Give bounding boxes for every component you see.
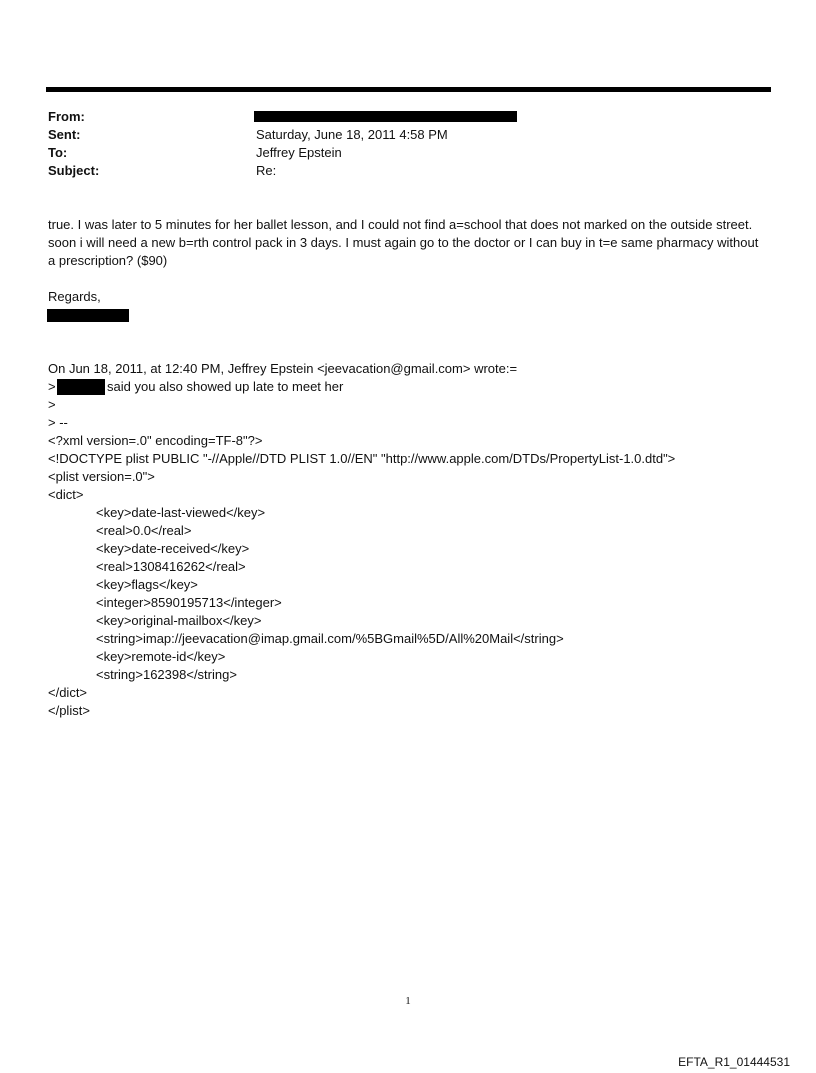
plist-entry: <key>date-last-viewed</key>	[96, 505, 266, 520]
subject-value: Re:	[256, 163, 277, 178]
quote-text: said you also showed up late to meet her	[107, 379, 344, 394]
plist-entry: <string>162398</string>	[96, 667, 237, 682]
redacted-sender	[254, 111, 517, 122]
quote-attribution: On Jun 18, 2011, at 12:40 PM, Jeffrey Epstein <jeevacation@gmail.com> wrote:=	[48, 361, 518, 376]
plist-line: </dict>	[48, 685, 88, 700]
quote-blank-line: >	[48, 397, 56, 412]
plist-entry: <real>0.0</real>	[96, 523, 192, 538]
subject-label: Subject:	[48, 163, 100, 178]
page-number: 1	[405, 995, 411, 1007]
plist-entry: <key>remote-id</key>	[96, 649, 226, 664]
to-label: To:	[48, 145, 68, 160]
plist-entry: <key>date-received</key>	[96, 541, 250, 556]
redacted-signature	[47, 309, 129, 322]
plist-entry: <integer>8590195713</integer>	[96, 595, 282, 610]
plist-line: <dict>	[48, 487, 84, 502]
header-rule	[46, 87, 771, 92]
from-label: From:	[48, 109, 85, 124]
plist-line: <plist version=.0">	[48, 469, 155, 484]
sent-value: Saturday, June 18, 2011 4:58 PM	[256, 127, 448, 142]
sent-label: Sent:	[48, 127, 81, 142]
document-id: EFTA_R1_01444531	[678, 1055, 790, 1069]
quote-prefix: >	[48, 379, 56, 394]
plist-line: <!DOCTYPE plist PUBLIC "-//Apple//DTD PLIST 1.0//EN" "http://www.apple.com/DTDs/PropertyList-1.0.dtd">	[48, 451, 676, 466]
plist-line: </plist>	[48, 703, 90, 718]
plist-entry: <real>1308416262</real>	[96, 559, 246, 574]
redacted-name	[57, 379, 105, 395]
plist-entry: <string>imap://jeevacation@imap.gmail.com/%5BGmail%5D/All%20Mail</string>	[96, 631, 564, 646]
plist-line: <?xml version=.0" encoding=TF-8"?>	[48, 433, 263, 448]
plist-entry: <key>original-mailbox</key>	[96, 613, 262, 628]
regards-text: Regards,	[48, 289, 101, 304]
to-value: Jeffrey Epstein	[256, 145, 342, 160]
message-paragraph: true. I was later to 5 minutes for her ballet lesson, and I could not find a=school that does not marked on the outside street. soon i will need a new b=rth control pack in 3 days. I must again go to the doctor or I can buy in t=e same pharmacy without a prescription? ($90)	[48, 217, 759, 268]
plist-entry: <key>flags</key>	[96, 577, 198, 592]
quote-signature-separator: > --	[48, 415, 68, 430]
